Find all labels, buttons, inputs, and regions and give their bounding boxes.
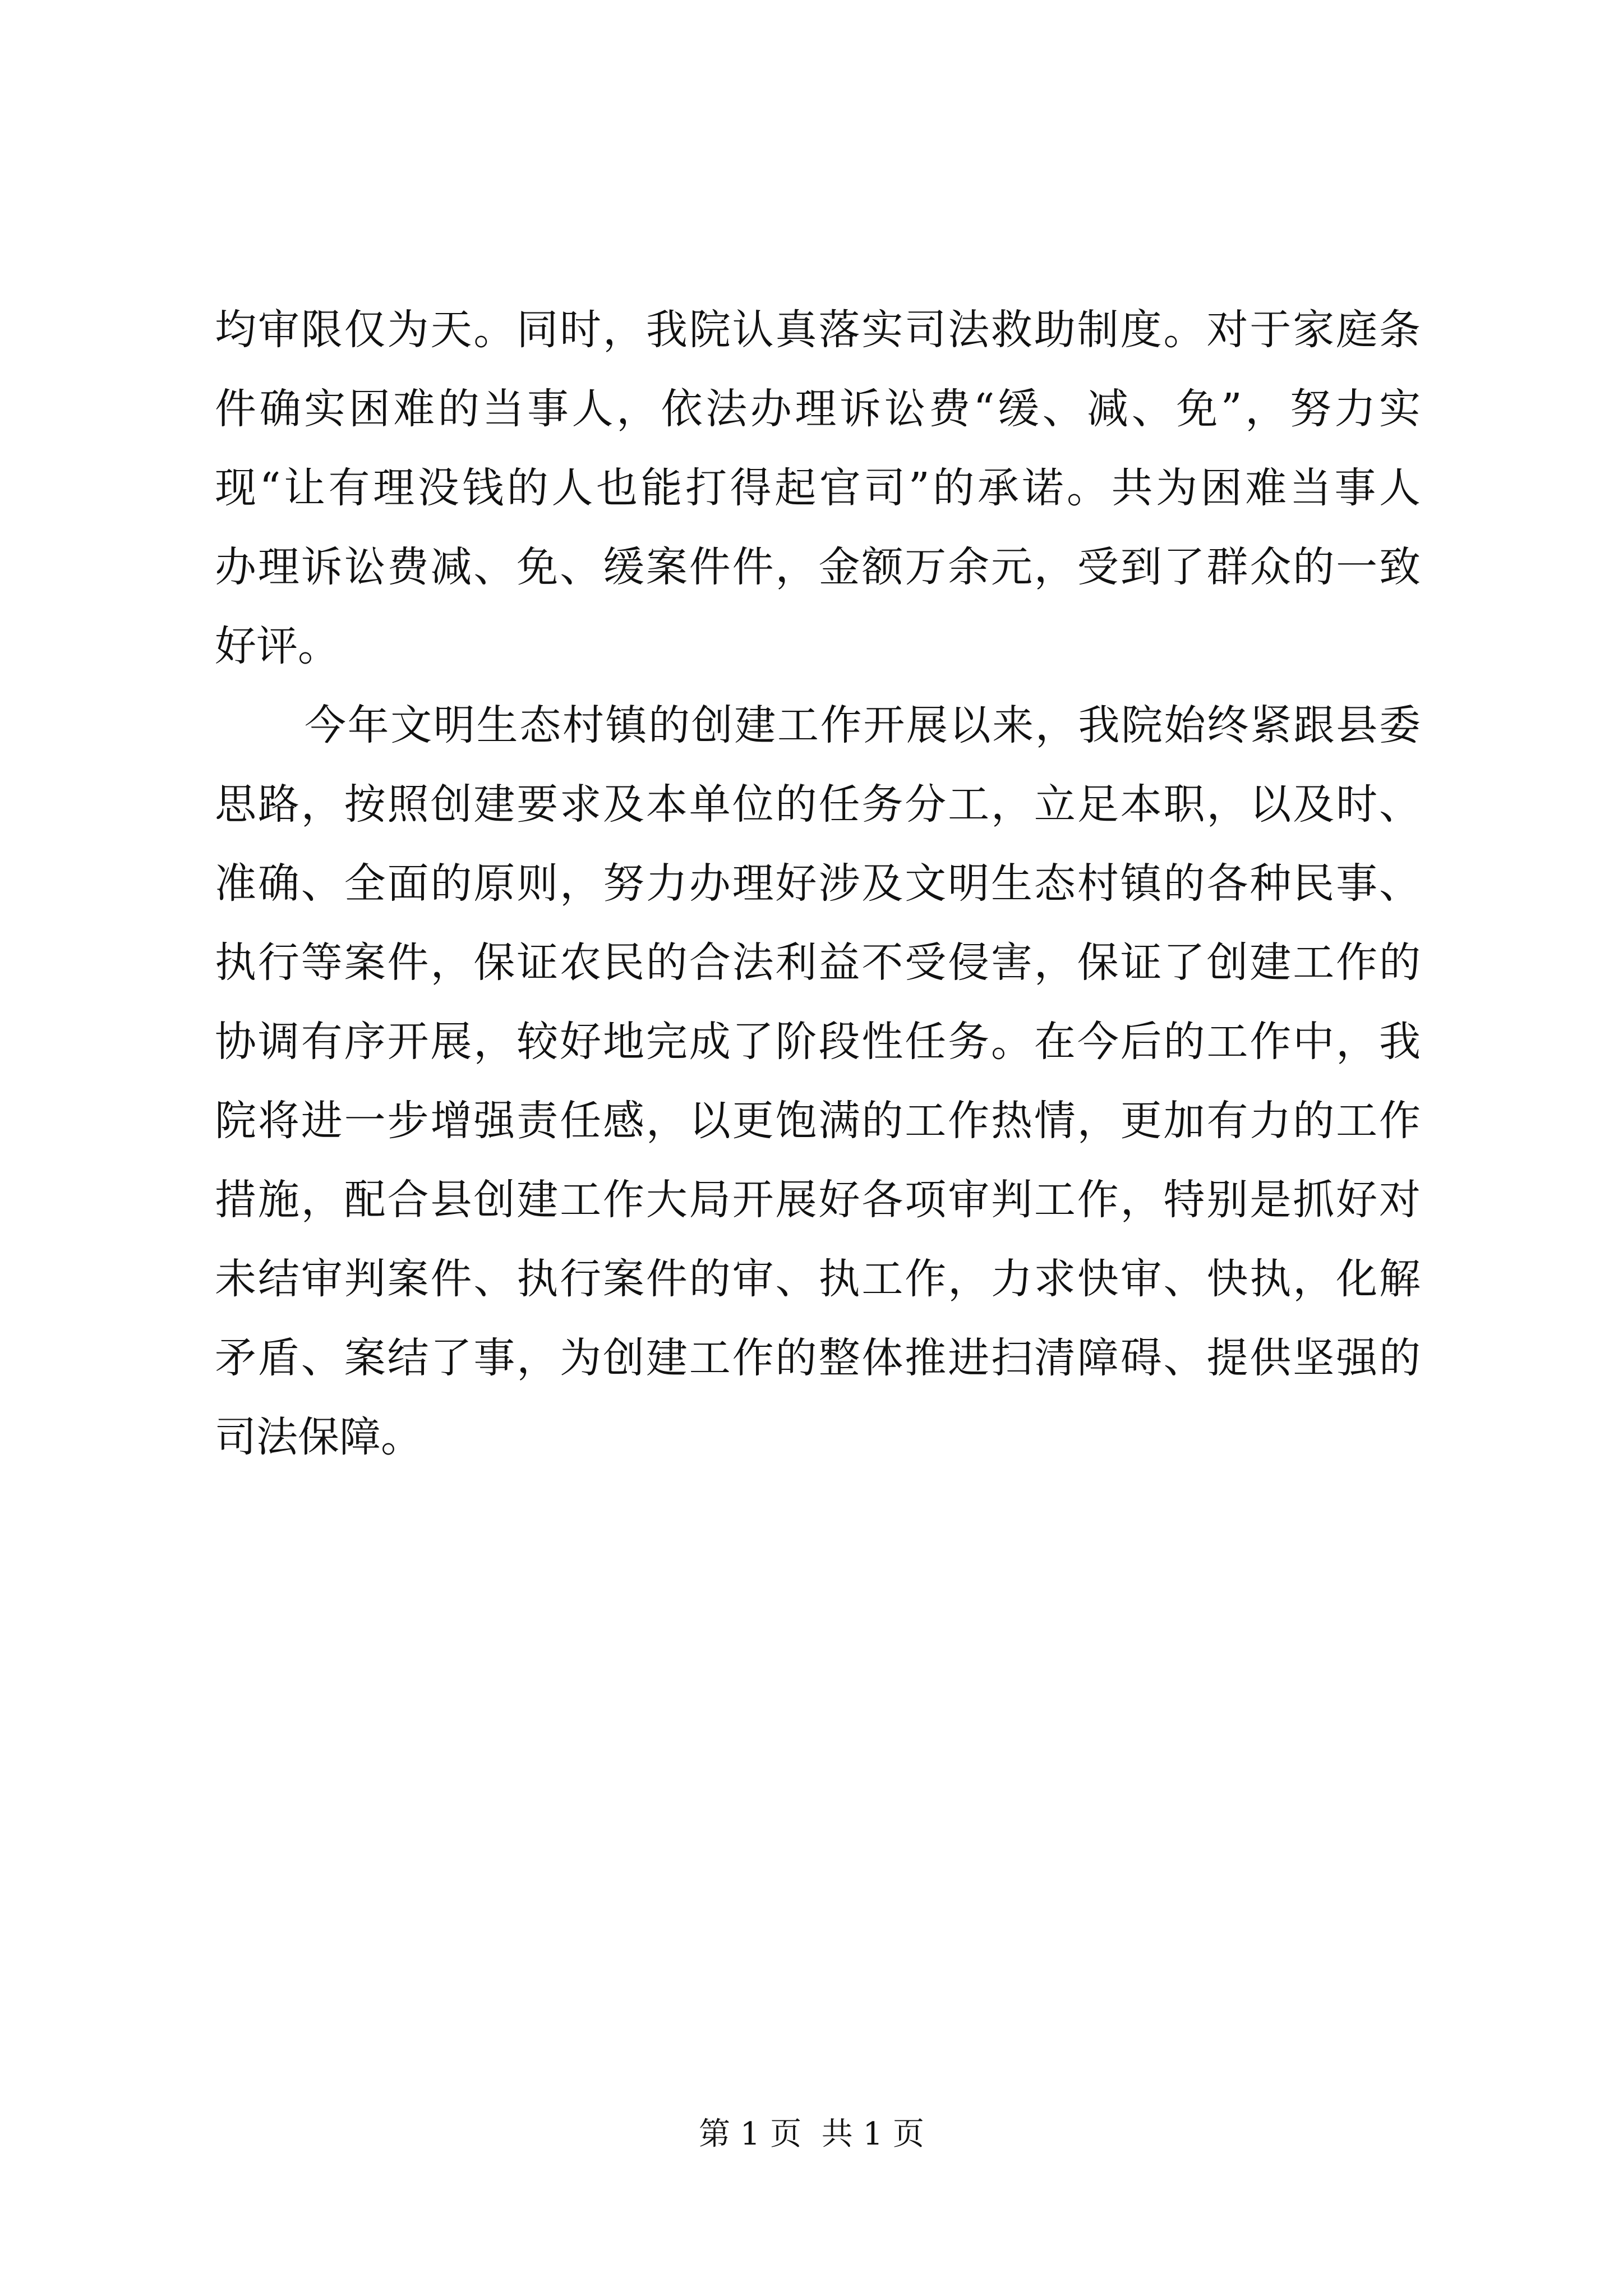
text-line: 执行等案件，保证农民的合法利益不受侵害，保证了创建工作的 [215,938,1421,987]
text-line: 今年文明生态村镇的创建工作开展以来，我院始终紧跟县委 [305,701,1421,749]
body-text [215,291,1421,1477]
paragraph-2 [215,686,1421,1477]
text-line: 矛盾、案结了事，为创建工作的整体推进扫清障碍、提供坚强的 [215,1334,1421,1382]
page-footer [0,2112,1623,2157]
text-line: 均审限仅为天。同时，我院认真落实司法救助制度。对于家庭条 [215,306,1421,354]
text-line: 院将进一步增强责任感，以更饱满的工作热情，更加有力的工作 [215,1097,1421,1145]
page-number-label: 第 1 页 共 1 页 [698,2116,925,2152]
text-line: 措施，配合县创建工作大局开展好各项审判工作，特别是抓好对 [215,1176,1421,1224]
text-line: 好评。 [215,622,339,670]
text-line: 司法保障。 [215,1413,422,1461]
text-line: 思路，按照创建要求及本单位的任务分工，立足本职，以及时、 [215,780,1421,829]
text-line: 协调有序开展，较好地完成了阶段性任务。在今后的工作中，我 [215,1018,1421,1066]
text-line: 未结审判案件、执行案件的审、执工作，力求快审、快执，化解 [215,1255,1421,1303]
text-line: 件确实困难的当事人，依法办理诉讼费“缓、减、免”，努力实 [215,385,1421,433]
text-line: 办理诉讼费减、免、缓案件件，金额万余元，受到了群众的一致 [215,543,1421,591]
text-line: 现“让有理没钱的人也能打得起官司”的承诺。共为困难当事人 [215,464,1421,512]
paragraph-1 [215,291,1421,686]
text-line: 准确、全面的原则，努力办理好涉及文明生态村镇的各种民事、 [215,859,1421,908]
